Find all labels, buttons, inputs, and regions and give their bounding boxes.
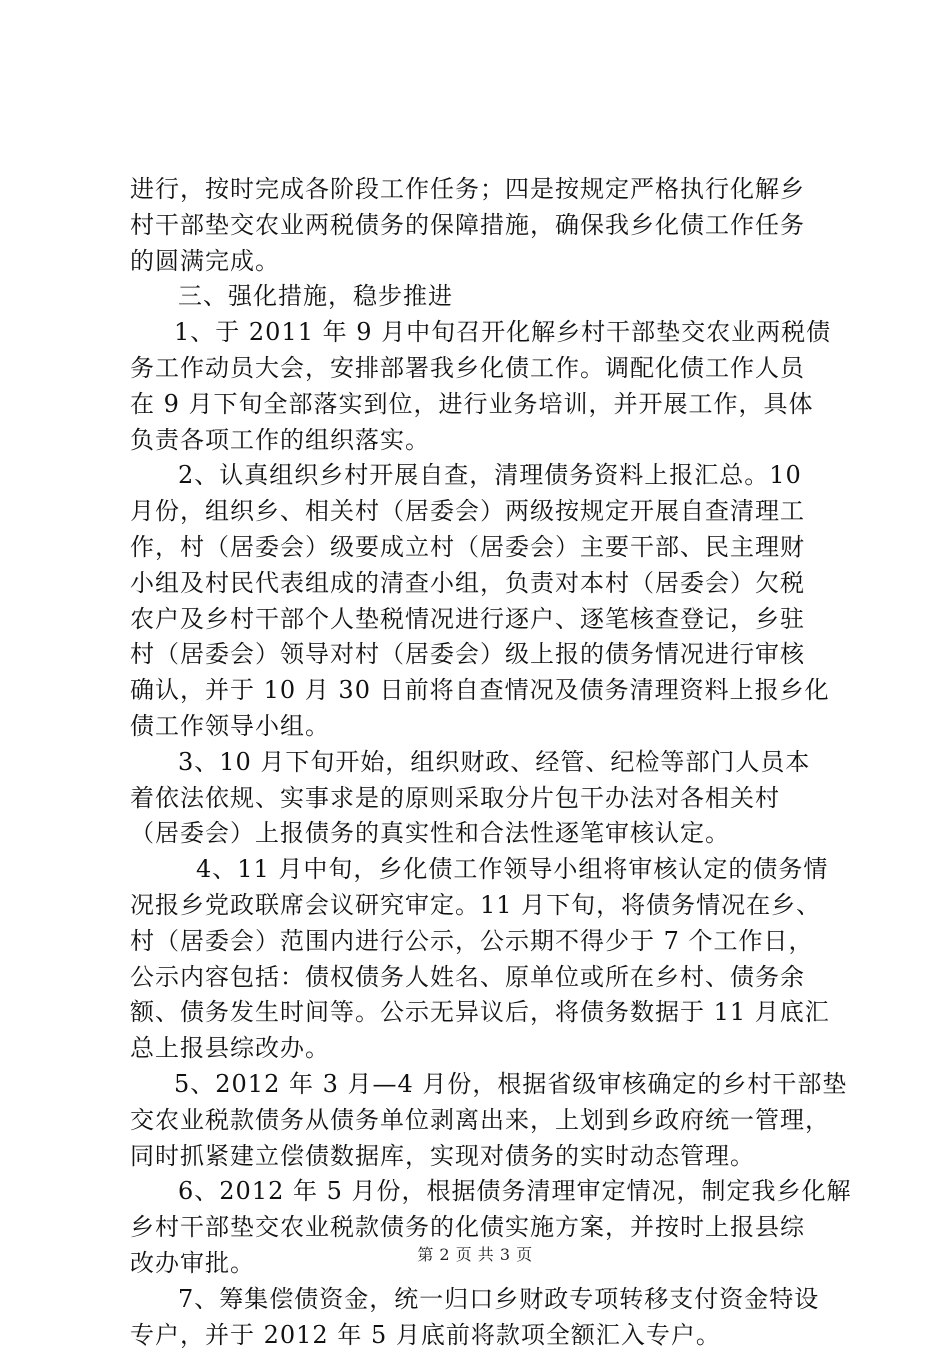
text-line: 改办审批。 [130, 1246, 830, 1282]
text-line: 同时抓紧建立偿债数据库，实现对债务的实时动态管理。 [130, 1139, 830, 1175]
text-line: 2、认真组织乡村开展自查，清理债务资料上报汇总。10 [130, 458, 830, 494]
text-line: 村（居委会）范围内进行公示，公示期不得少于 7 个工作日， [130, 924, 830, 960]
text-line: 务工作动员大会，安排部署我乡化债工作。调配化债工作人员 [130, 351, 830, 387]
text-line: （居委会）上报债务的真实性和合法性逐笔审核认定。 [130, 816, 830, 852]
text-line: 1、于 2011 年 9 月中旬召开化解乡村干部垫交农业两税债 [130, 315, 830, 351]
text-line: 村（居委会）领导对村（居委会）级上报的债务情况进行审核 [130, 637, 830, 673]
text-line: 4、11 月中旬，乡化债工作领导小组将审核认定的债务情 [130, 852, 830, 888]
text-line: 5、2012 年 3 月—4 月份，根据省级审核确定的乡村干部垫 [130, 1067, 830, 1103]
text-line: 农户及乡村干部个人垫税情况进行逐户、逐笔核查登记，乡驻 [130, 602, 830, 638]
text-line: 在 9 月下旬全部落实到位，进行业务培训，并开展工作，具体 [130, 387, 830, 423]
text-line: 公示内容包括：债权债务人姓名、原单位或所在乡村、债务余 [130, 960, 830, 996]
text-line: 专户，并于 2012 年 5 月底前将款项全额汇入专户。 [130, 1318, 830, 1353]
text-line: 总上报县综改办。 [130, 1031, 830, 1067]
text-line: 的圆满完成。 [130, 244, 830, 280]
document-body [130, 172, 830, 1353]
text-line: 债工作领导小组。 [130, 709, 830, 745]
text-line: 交农业税款债务从债务单位剥离出来，上划到乡政府统一管理， [130, 1103, 830, 1139]
text-line: 村干部垫交农业两税债务的保障措施，确保我乡化债工作任务 [130, 208, 830, 244]
text-line: 额、债务发生时间等。公示无异议后，将债务数据于 11 月底汇 [130, 995, 830, 1031]
text-line: 6、2012 年 5 月份，根据债务清理审定情况，制定我乡化解 [130, 1174, 830, 1210]
text-line: 况报乡党政联席会议研究审定。11 月下旬，将债务情况在乡、 [130, 888, 830, 924]
text-line: 着依法依规、实事求是的原则采取分片包干办法对各相关村 [130, 781, 830, 817]
text-line: 3、10 月下旬开始，组织财政、经管、纪检等部门人员本 [130, 745, 830, 781]
section-heading: 三、强化措施，稳步推进 [130, 279, 830, 315]
text-line: 小组及村民代表组成的清查小组，负责对本村（居委会）欠税 [130, 566, 830, 602]
text-line: 7、筹集偿债资金，统一归口乡财政专项转移支付资金特设 [130, 1282, 830, 1318]
text-line: 作，村（居委会）级要成立村（居委会）主要干部、民主理财 [130, 530, 830, 566]
text-line: 月份，组织乡、相关村（居委会）两级按规定开展自查清理工 [130, 494, 830, 530]
text-line: 负责各项工作的组织落实。 [130, 423, 830, 459]
text-line: 进行，按时完成各阶段工作任务；四是按规定严格执行化解乡 [130, 172, 830, 208]
text-line: 确认，并于 10 月 30 日前将自查情况及债务清理资料上报乡化 [130, 673, 830, 709]
text-line: 乡村干部垫交农业税款债务的化债实施方案，并按时上报县综 [130, 1210, 830, 1246]
page-number-footer: 第 2 页 共 3 页 [0, 1245, 950, 1265]
